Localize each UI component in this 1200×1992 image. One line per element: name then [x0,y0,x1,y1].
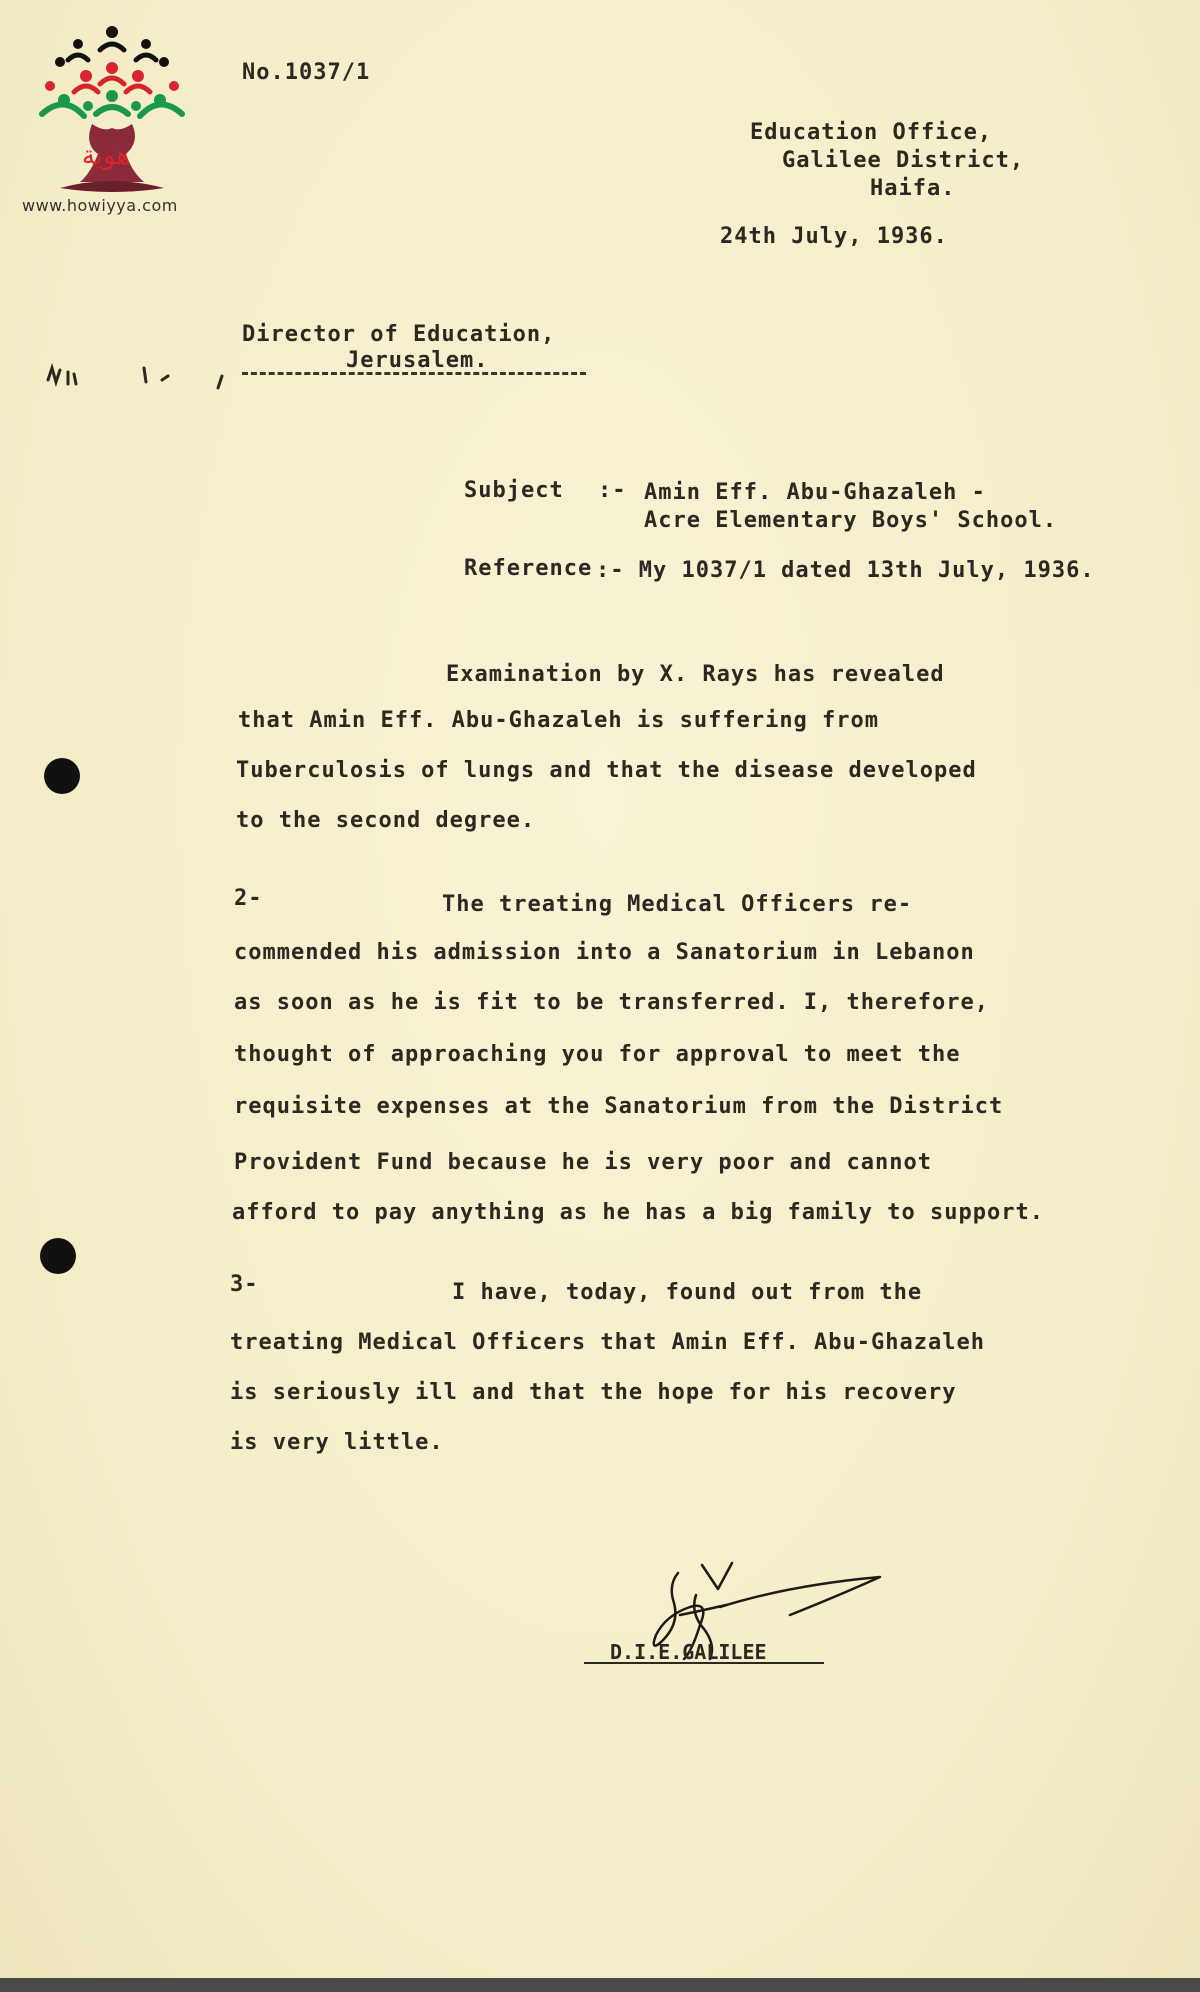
para2-line-5: requisite expenses at the Sanatorium from the District [234,1094,1004,1119]
para2-line-3: as soon as he is fit to be transferred. I, therefore, [234,990,989,1015]
letter-number: No.1037/1 [242,60,371,85]
recipient-line-1: Director of Education, [242,322,556,347]
letter-date: 24th July, 1936. [720,224,948,249]
para1-line-1: Examination by X. Rays has revealed [446,662,945,687]
sender-line-1: Education Office, [750,120,993,145]
para3-line-2: treating Medical Officers that Amin Eff. Abu-Ghazaleh [230,1330,985,1355]
reference-text: :- My 1037/1 dated 13th July, 1936. [596,558,1095,583]
para1-line-3: Tuberculosis of lungs and that the disease developed [236,758,977,783]
para2-line-1: The treating Medical Officers re- [442,892,913,917]
subject-line-2: Acre Elementary Boys' School. [644,508,1058,533]
para3-number: 3- [230,1272,259,1297]
sender-line-2: Galilee District, [782,148,1025,173]
para2-line-7: afford to pay anything as he has a big family to support. [232,1200,1044,1225]
handwritten-marks-icon [44,360,244,400]
punch-hole-bottom [40,1238,76,1274]
sender-line-3: Haifa. [870,176,956,201]
para2-line-4: thought of approaching you for approval to meet the [234,1042,961,1067]
para1-line-4: to the second degree. [236,808,536,833]
recipient-line-2: Jerusalem. [346,348,489,373]
subject-label: Subject [464,478,564,503]
punch-hole-top [44,758,80,794]
svg-text:هوية: هوية [81,141,131,171]
reference-label: Reference [464,556,593,581]
para2-line-6: Provident Fund because he is very poor and cannot [234,1150,933,1175]
subject-line-1: Amin Eff. Abu-Ghazaleh - [644,480,986,505]
howiyya-logo-icon [20,24,200,224]
para2-number: 2- [234,886,263,911]
logo-url: www.howiyya.com [22,196,178,215]
para3-line-1: I have, today, found out from the [452,1280,923,1305]
para1-line-2: that Amin Eff. Abu-Ghazaleh is suffering from [238,708,880,733]
para3-line-4: is very little. [230,1430,444,1455]
para3-line-3: is seriously ill and that the hope for his recovery [230,1380,957,1405]
signature-title: D.I.E.GALILEE [610,1640,767,1664]
para2-line-2: commended his admission into a Sanatorium in Lebanon [234,940,975,965]
recipient-divider [242,372,586,375]
subject-separator: :- [598,478,627,503]
